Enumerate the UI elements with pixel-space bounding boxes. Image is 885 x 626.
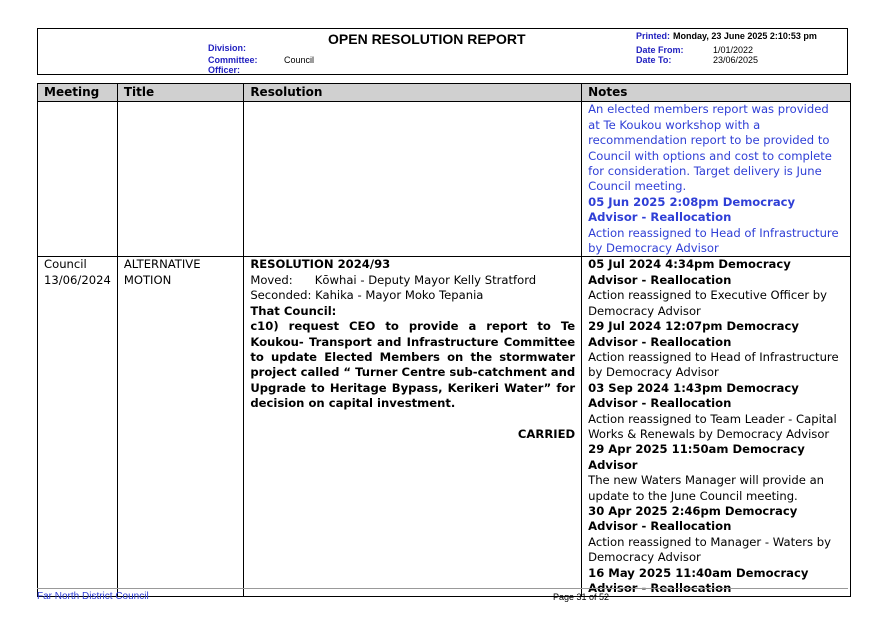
col-meeting: Meeting (38, 84, 118, 102)
note-heading: 05 Jun 2025 2:08pm Democracy Advisor - Reallocation (588, 194, 796, 225)
note-text: An elected members report was provided at Te Koukou workshop with a recommendation report to be provided to Council with options and cost to complete for consideration. Target delivery is June Council meeting. (588, 102, 832, 194)
moved-value: Kōwhai - Deputy Mayor Kelly Stratford (314, 272, 537, 287)
date-from-value: 1/01/2022 (713, 45, 754, 55)
report-title: OPEN RESOLUTION REPORT (328, 31, 526, 47)
col-notes: Notes (582, 84, 851, 102)
printed-value: Monday, 23 June 2025 2:10:53 pm (673, 31, 817, 41)
date-to-value: 23/06/2025 (713, 55, 759, 65)
footer-divider (37, 588, 848, 589)
resolution-number: RESOLUTION 2024/93 (250, 257, 391, 272)
notes-cell (582, 102, 851, 257)
report-header (37, 28, 848, 75)
resolution-body: c10) request CEO to provide a report to Te Koukou- Transport and Infrastructure Committee to update Elected Members on the stormwater project called “ Turner Centre sub-catchment and Upgrade to Heritage Bypass, Kerikeri Water” for decision on capital investment. (250, 319, 576, 411)
carried-label: CARRIED (517, 426, 576, 441)
date-to-label: Date To: (636, 55, 672, 65)
printed-label: Printed: (636, 31, 671, 41)
table-header-row (38, 84, 851, 102)
notes-cell (582, 257, 851, 597)
note-heading: 03 Sep 2024 1:43pm Democracy Advisor - Reallocation (588, 380, 799, 411)
note-heading: 29 Jul 2024 12:07pm Democracy Advisor - Reallocation (588, 319, 799, 349)
meeting-date: 13/06/2024 (44, 272, 111, 287)
note-heading: 29 Apr 2025 11:50am Democracy Advisor (588, 442, 805, 472)
officer-label: Officer: (208, 65, 241, 75)
resolution-table (37, 83, 851, 597)
note-heading: 16 May 2025 11:40am Democracy Advisor - Reallocation (588, 565, 809, 595)
seconded-label: Seconded: (250, 288, 312, 303)
table-row (38, 102, 851, 257)
note-text: Action reassigned to Head of Infrastructure by Democracy Advisor (588, 225, 839, 256)
footer-org: Far North District Council (37, 591, 149, 602)
meeting-name: Council (44, 257, 87, 272)
title-line: ALTERNATIVE (123, 257, 201, 272)
note-heading: 05 Jul 2024 4:34pm Democracy Advisor - Reallocation (588, 257, 791, 287)
seconded-line (250, 288, 575, 303)
note-text: Action reassigned to Manager - Waters by Democracy Advisor (588, 534, 831, 565)
division-label: Division: (208, 43, 247, 53)
that-council: That Council: (250, 303, 337, 318)
table-row (38, 257, 851, 597)
note-text: Action reassigned to Executive Officer by Democracy Advisor (588, 288, 828, 318)
resolution-cell (244, 257, 582, 597)
note-text: Action reassigned to Head of Infrastructure by Democracy Advisor (588, 349, 839, 380)
note-text: Action reassigned to Team Leader - Capital Works & Renewals by Democracy Advisor (588, 411, 837, 441)
title-line: MOTION (123, 272, 172, 287)
moved-line (250, 273, 575, 288)
footer-page-number: Page 31 of 52 (553, 592, 610, 602)
col-title: Title (117, 84, 243, 102)
committee-value: Council (284, 55, 315, 65)
committee-label: Committee: (208, 55, 258, 65)
note-heading: 30 Apr 2025 2:46pm Democracy Advisor - Reallocation (588, 503, 798, 534)
seconded-value: Kahika - Mayor Moko Tepania (315, 288, 484, 303)
col-resolution: Resolution (244, 84, 582, 102)
meeting-cell (38, 257, 118, 597)
moved-label: Moved: (250, 272, 293, 287)
title-cell (117, 257, 243, 597)
date-from-label: Date From: (636, 45, 684, 55)
note-text: The new Waters Manager will provide an update to the June Council meeting. (588, 473, 825, 503)
